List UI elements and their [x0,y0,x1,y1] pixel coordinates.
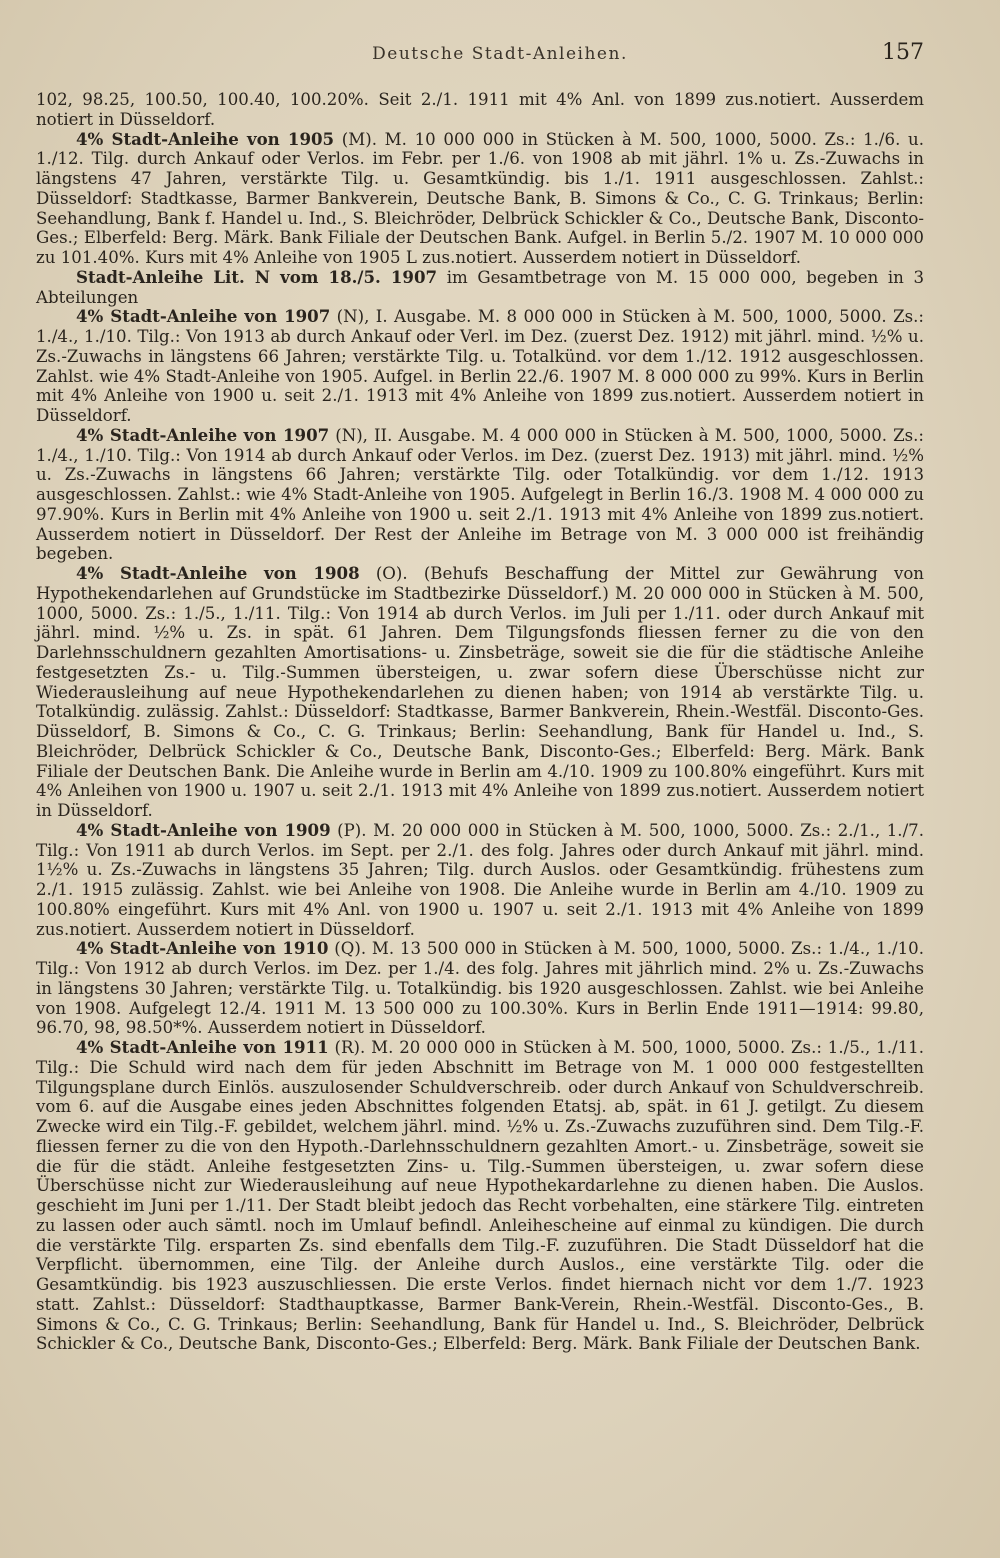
paragraph-text: (N), II. Ausgabe. M. 4 000 000 in Stücken à M. 500, 1000, 5000. Zs.: 1./4., 1./10. Tilg.: Von 1914 ab durch Ankauf oder Verlos. im Dez. (zuerst Dez. 1913) mit jährl. mind. ½% u. Zs.-Zuwachs in längstens 66 Jahren; verstärkte Tilg. oder Totalkündig. vor dem 1./12. 1913 ausgeschlossen. Zahlst.: wie 4% Stadt-Anleihe von 1905. Aufgelegt in Berlin 16./3. 1908 M. 4 000 000 zu 97.90%. Kurs in Berlin mit 4% Anleihe von 1900 u. seit 2./1. 1913 mit 4% Anleihe von 1899 zus.notiert. Ausserdem notiert in Düsseldorf. Der Rest der Anleihe im Betrage von M. 3 000 000 ist freihändig begeben. [36,425,925,564]
paragraph-heading: 4% Stadt-Anleihe von 1908 [76,563,360,583]
paragraph [36,939,924,1038]
paragraph-text: (N), I. Ausgabe. M. 8 000 000 in Stücken à M. 500, 1000, 5000. Zs.: 1./4., 1./10. Tilg.: Von 1913 ab durch Ankauf oder Verl. im Dez. (zuerst Dez. 1912) mit jährl. mind. ½% u. Zs.-Zuwachs in längstens 66 Jahren; verstärkte Tilg. u. Totalkünd. vor dem 1./12. 1912 ausgeschlossen. Zahlst. wie 4% Stadt-Anleihe von 1905. Aufgel. in Berlin 22./6. 1907 M. 8 000 000 zu 99%. Kurs in Berlin mit 4% Anleihe von 1900 u. seit 2./1. 1913 mit 4% Anleihe von 1899 zus.notiert. Ausserdem notiert in Düsseldorf. [36,307,924,425]
paragraph-heading: 4% Stadt-Anleihe von 1909 [76,819,331,840]
paragraph [36,821,924,940]
paragraph [36,426,924,564]
paragraph [36,268,924,308]
page-header [36,40,924,72]
paragraph-heading: 4% Stadt-Anleihe von 1905 [76,128,335,149]
paragraph-text: im Gesamtbetrage von M. 15 000 000, begeben in 3 Abteilungen [36,267,925,307]
paragraph-heading: 4% Stadt-Anleihe von 1910 [76,938,329,959]
paragraph-heading: Stadt-Anleihe Lit. N vom 18./5. 1907 [76,266,438,287]
paragraph-text: (P). M. 20 000 000 in Stücken à M. 500, 1000, 5000. Zs.: 2./1., 1./7. Tilg.: Von 1911 ab durch Verlos. im Sept. per 2./1. des folg. Jahres oder durch Ankauf mit jährl. mind. 1½% u. Zs.-Zuwachs in längstens 35 Jahren; Tilg. durch Auslos. oder Gesamtkündig. frühestens zum 2./1. 1915 zulässig. Zahlst. wie bei Anleihe von 1908. Die Anleihe wurde in Berlin am 4./10. 1909 zu 100.80% eingeführt. Kurs mit 4% Anl. von 1900 u. 1907 u. seit 2./1. 1913 mit 4% Anleihe von 1899 zus.notiert. Ausserdem notiert in Düsseldorf. [36,820,925,939]
paragraph-heading: 4% Stadt-Anleihe von 1907 [76,424,330,445]
paragraph-text: (R). M. 20 000 000 in Stücken à M. 500, 1000, 5000. Zs.: 1./5., 1./11. Tilg.: Die Schuld wird nach dem für jeden Abschnitt im Betrage von M. 1 000 000 festgestellten Tilgungsplane durch Einlös. auszulosender Schuldverschreib. oder durch Ankauf von Schuldverschreib. vom 6. auf die Ausgabe eines jeden Abschnittes folgenden Etatsj. ab, spät. in 61 J. getilgt. Zu diesem Zwecke wird ein Tilg.-F. gebildet, welchem jährl. mind. ½% u. Zs.-Zuwachs zuzuführen sind. Dem Tilg.-F. fliessen ferner zu die von den Hypoth.-Darlehnsschuldnern gezahlten Amort.- u. Zinsbeträge, soweit sie die für die städt. Anleihe festgesetzten Zins- u. Tilg.-Summen übersteigen, u. zwar sofern diese Überschüsse nicht zur Wiederausleihung auf neue Hypothekardarlehne zu dienen haben. Die Auslos. geschieht im Juni per 1./11. Der Stadt bleibt jedoch das Recht vorbehalten, eine stärkere Tilg. eintreten zu lassen oder auch sämtl. noch im Umlauf befindl. Anleihescheine auf einmal zu kündigen. Die durch die verstärkte Tilg. ersparten Zs. sind ebenfalls dem Tilg.-F. zuzuführen. Die Stadt Düsseldorf hat die Verpflicht. übernommen, eine Tilg. der Anleihe durch Auslos., eine verstärkte Tilg. oder die Gesamtkündig. bis 1923 auszuschliessen. Die erste Verlos. findet hiernach nicht vor dem 1./7. 1923 statt. Zahlst.: Düsseldorf: Stadthauptkasse, Barmer Bank-Verein, Rhein.-Westfäl. Disconto-Ges., B. Simons & Co., C. G. Trinkaus; Berlin: Seehandlung, Bank für Handel u. Ind., S. Bleichröder, Delbrück Schickler & Co., Deutsche Bank, Disconto-Ges.; Elberfeld: Berg. Märk. Bank Filiale der Deutschen Bank. [36,1038,924,1354]
paragraph [36,130,924,268]
paragraph-text: 102, 98.25, 100.50, 100.40, 100.20%. Seit 2./1. 1911 mit 4% Anl. von 1899 zus.notiert. Ausserdem notiert in Düsseldorf. [36,90,924,129]
body-text [36,90,924,1354]
paragraph-heading: 4% Stadt-Anleihe von 1907 [76,306,331,327]
paragraph [36,564,924,821]
paragraph [36,1038,924,1354]
running-title: Deutsche Stadt-Anleihen. [372,44,628,64]
paragraph-heading: 4% Stadt-Anleihe von 1911 [76,1037,329,1057]
paragraph-text: (Q). M. 13 500 000 in Stücken à M. 500, 1000, 5000. Zs.: 1./4., 1./10. Tilg.: Von 1912 ab durch Verlos. im Dez. per 1./4. des folg. Jahres mit jährlich mind. 2% u. Zs.-Zuwachs in längstens 30 Jahren; verstärkte Tilg. u. Totalkündig. bis 1920 ausgeschlossen. Zahlst. wie bei Anleihe von 1908. Aufgelegt 12./4. 1911 M. 13 500 000 zu 100.30%. Kurs in Berlin Ende 1911—1914: 99.80, 96.70, 98, 98.50*%. Ausserdem notiert in Düsseldorf. [36,939,924,1038]
paragraph [36,90,924,130]
paragraph [36,307,924,426]
page-number: 157 [882,40,924,65]
paragraph-text: (O). (Behufs Beschaffung der Mittel zur Gewährung von Hypothekendarlehen auf Grundstücke im Stadtbezirke Düsseldorf.) M. 20 000 000 in Stücken à M. 500, 1000, 5000. Zs.: 1./5., 1./11. Tilg.: Von 1914 ab durch Verlos. im Juli per 1./11. oder durch Ankauf mit jährl. mind. ½% u. Zs. in spät. 61 Jahren. Dem Tilgungsfonds fliessen ferner zu die von den Darlehnsschuldnern gezahlten Amortisations- u. Zinsbeträge, soweit sie die für die städtische Anleihe festgesetzten Zs.- u. Tilg.-Summen übersteigen, u. zwar sofern diese Überschüsse nicht zur Wiederausleihung auf neue Hypothekendarlehen zu dienen haben; von 1914 ab verstärkte Tilg. u. Totalkündig. zulässig. Zahlst.: Düsseldorf: Stadtkasse, Barmer Bankverein, Rhein.-Westfäl. Disconto-Ges. Düsseldorf, B. Simons & Co., C. G. Trinkaus; Berlin: Seehandlung, Bank für Handel u. Ind., S. Bleichröder, Delbrück Schickler & Co., Deutsche Bank, Disconto-Ges.; Elberfeld: Berg. Märk. Bank Filiale der Deutschen Bank. Die Anleihe wurde in Berlin am 4./10. 1909 zu 100.80% eingeführt. Kurs mit 4% Anleihen von 1900 u. 1907 u. seit 2./1. 1913 mit 4% Anleihe von 1899 zus.notiert. Ausserdem notiert in Düsseldorf. [36,564,924,820]
paragraph-text: (M). M. 10 000 000 in Stücken à M. 500, 1000, 5000. Zs.: 1./6. u. 1./12. Tilg. durch Ankauf oder Verlos. im Febr. per 1./6. von 1908 ab mit jährl. 1% u. Zs.-Zuwachs in längstens 47 Jahren, verstärkte Tilg. u. Gesamtkündig. bis 1./1. 1911 ausgeschlossen. Zahlst.: Düsseldorf: Stadtkasse, Barmer Bankverein, Deutsche Bank, B. Simons & Co., C. G. Trinkaus; Berlin: Seehandlung, Bank f. Handel u. Ind., S. Bleichröder, Delbrück Schickler & Co., Deutsche Bank, Disconto-Ges.; Elberfeld: Berg. Märk. Bank Filiale der Deutschen Bank. Aufgel. in Berlin 5./2. 1907 M. 10 000 000 zu 101.40%. Kurs mit 4% Anleihe von 1905 L zus.notiert. Ausserdem notiert in Düsseldorf. [36,129,924,267]
